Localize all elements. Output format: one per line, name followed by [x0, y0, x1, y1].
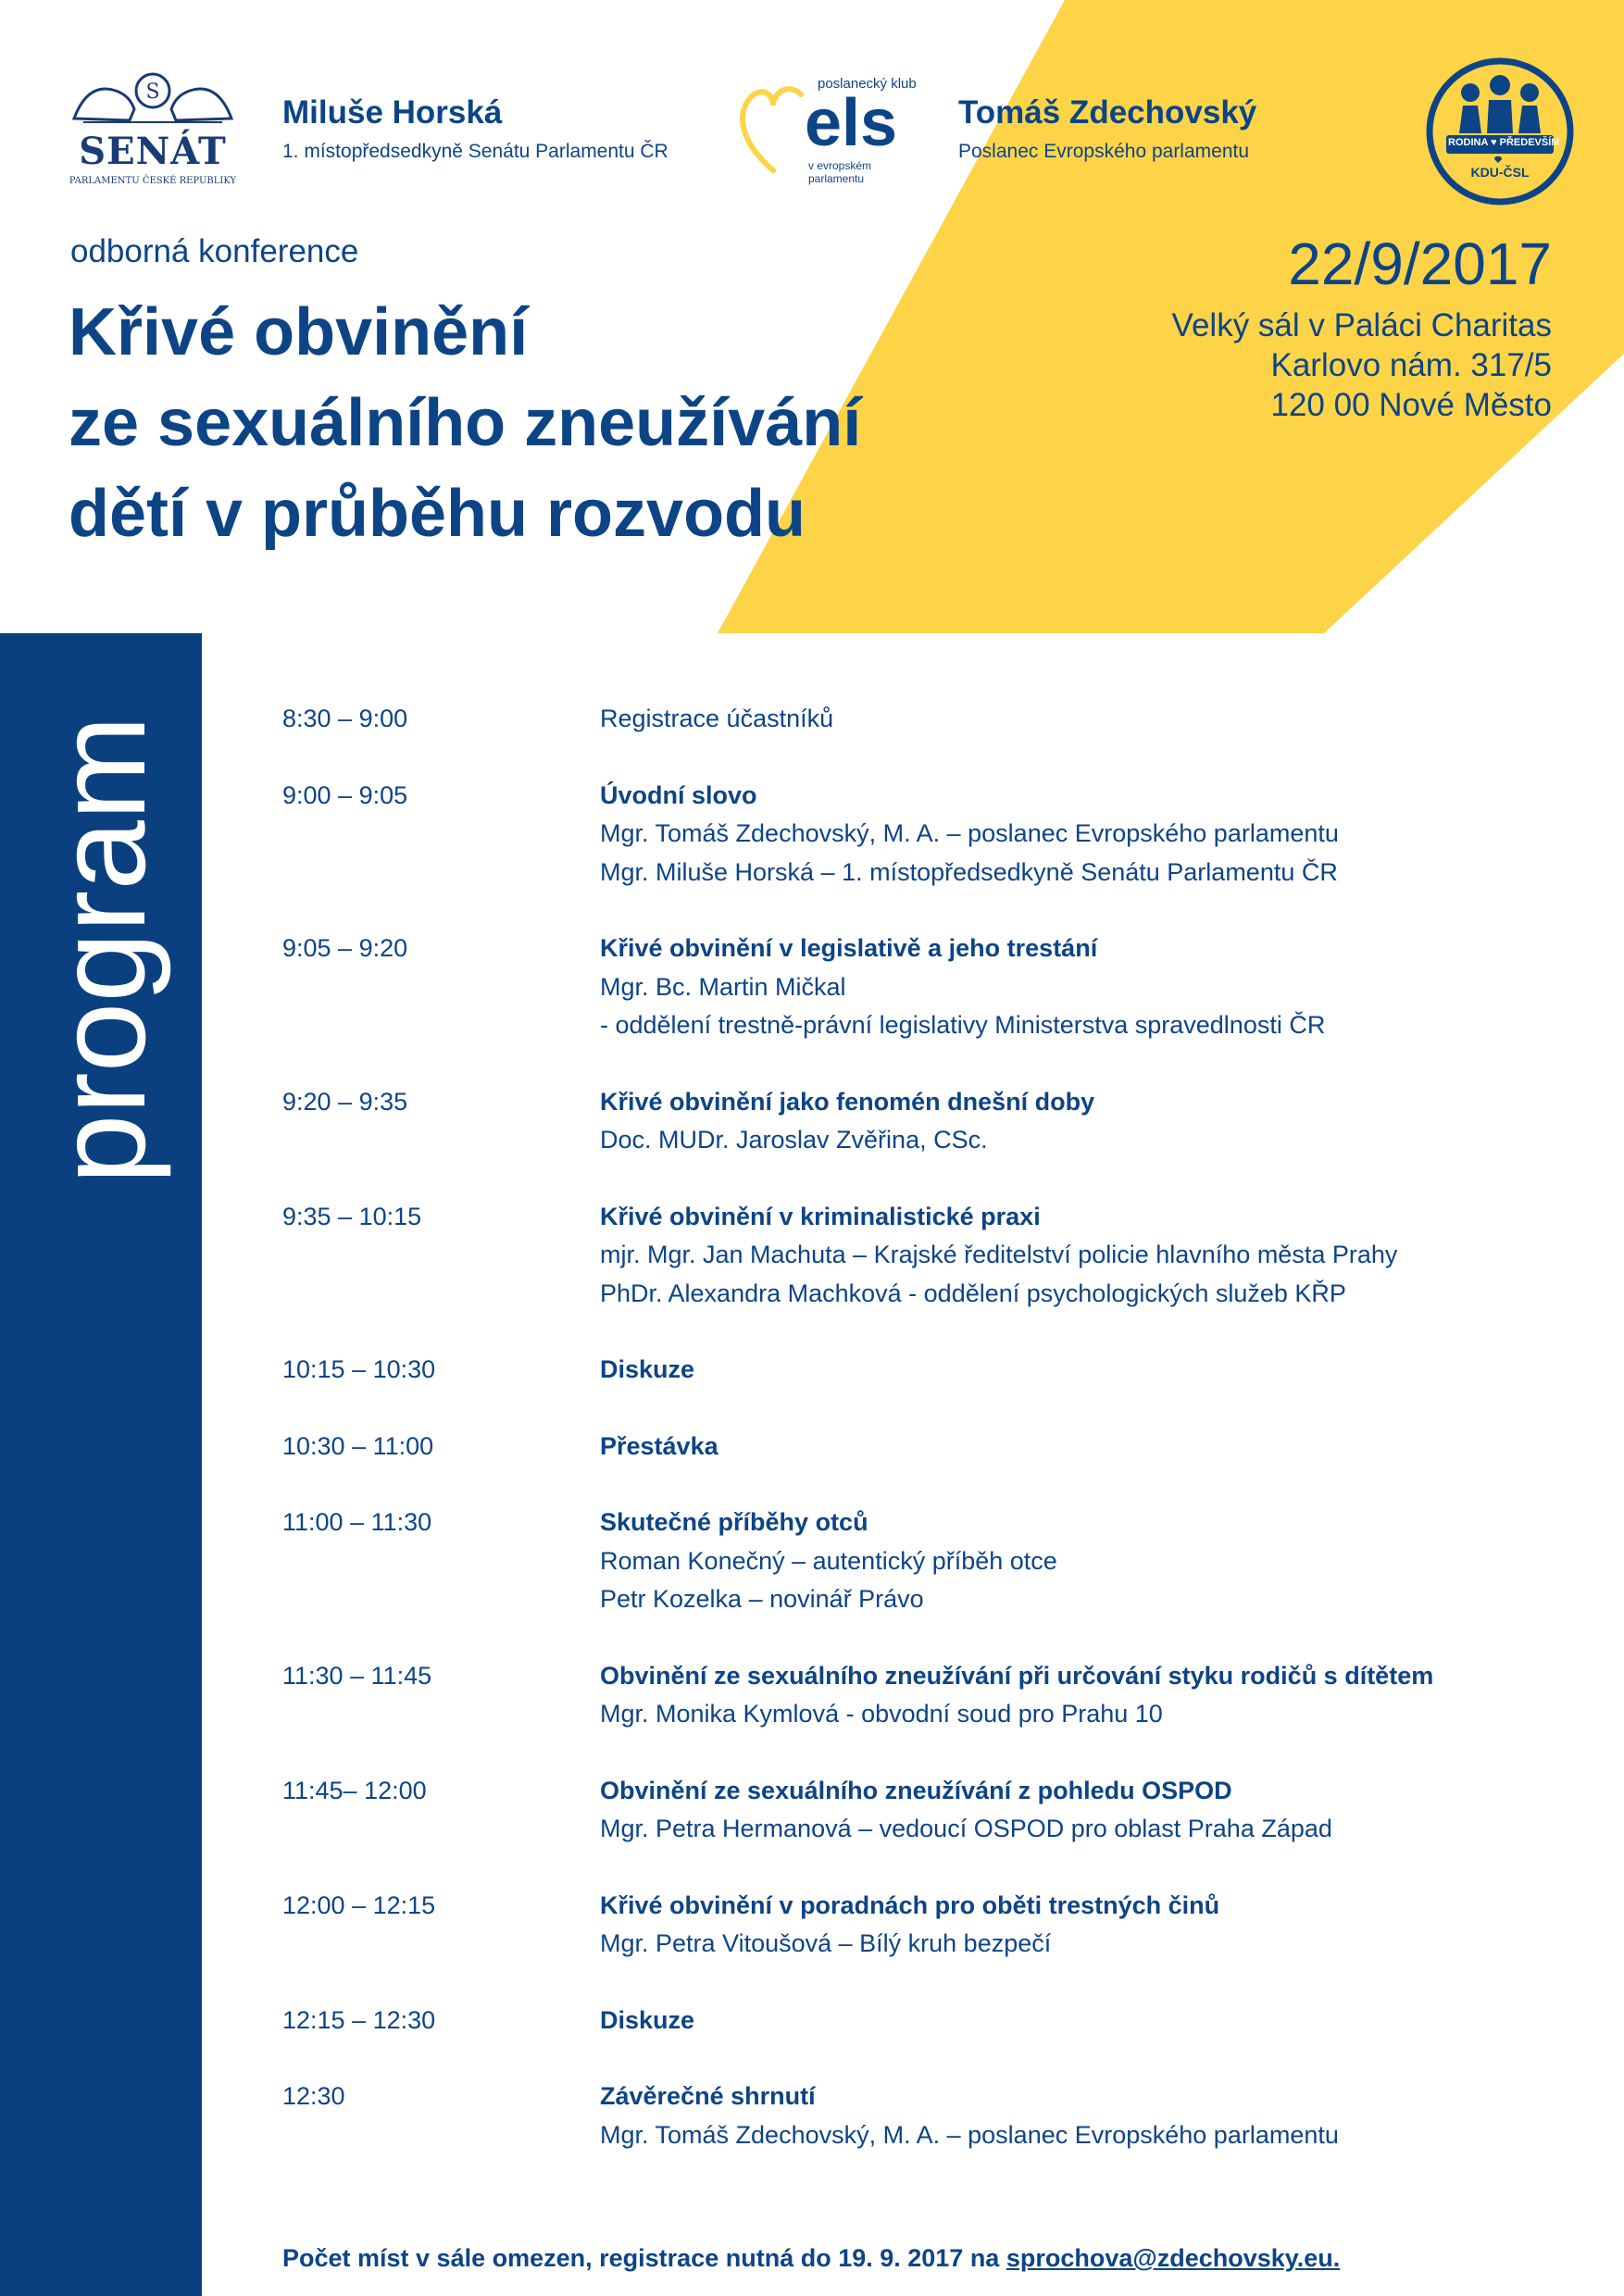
title-line: dětí v průběhu rozvodu	[69, 477, 806, 551]
agenda-time: 12:15 – 12:30	[282, 2005, 436, 2034]
horska-role: 1. místopředsedkyně Senátu Parlamentu ČR	[282, 141, 668, 162]
agenda-description	[600, 700, 1569, 739]
rodina-predevsim-badge	[1426, 57, 1574, 206]
agenda-topic: Křivé obvinění v kriminalistické praxi	[600, 1202, 1041, 1230]
family-icon	[1426, 57, 1574, 206]
agenda-description	[600, 1198, 1569, 1314]
agenda-time: 10:15 – 10:30	[282, 1355, 436, 1383]
agenda-topic: Křivé obvinění v legislativě a jeho trestání	[600, 934, 1098, 962]
agenda-topic: Obvinění ze sexuálního zneužívání z pohledu OSPOD	[600, 1776, 1232, 1804]
venue-line: Velký sál v Paláci Charitas	[1171, 307, 1552, 343]
registration-email-link[interactable]: sprochova@zdechovsky.eu.	[1006, 2244, 1341, 2272]
agenda-time: 9:35 – 10:15	[282, 1202, 422, 1230]
agenda-topic: Úvodní slovo	[600, 780, 757, 809]
rodina-top: RODINA	[1448, 137, 1488, 148]
agenda-time: 11:00 – 11:30	[282, 1508, 432, 1536]
agenda-speaker: Roman Konečný – autentický příběh otce	[600, 1546, 1057, 1575]
title-line: Křivé obvinění	[69, 295, 529, 369]
agenda-time: 9:20 – 9:35	[282, 1087, 408, 1116]
agenda-time: 12:00 – 12:15	[282, 1890, 436, 1919]
senat-wordmark: SENÁT	[79, 130, 227, 173]
agenda-topic: Diskuze	[600, 1355, 695, 1383]
agenda-row	[282, 1428, 1569, 1466]
agenda-description	[600, 2002, 1569, 2040]
agenda-speaker: Mgr. Tomáš Zdechovský, M. A. – poslanec Evropského parlamentu	[600, 819, 1339, 847]
agenda-row	[282, 1657, 1569, 1734]
agenda-time: 11:45– 12:00	[282, 1776, 427, 1804]
agenda-speaker: PhDr. Alexandra Machková - oddělení psychologických služeb KŘP	[600, 1279, 1346, 1307]
agenda-speaker: Mgr. Petra Vitoušová – Bílý kruh bezpečí	[600, 1929, 1052, 1957]
agenda-row	[282, 2002, 1569, 2040]
agenda-speaker: Mgr. Tomáš Zdechovský, M. A. – poslanec Evropského parlamentu	[600, 2120, 1339, 2149]
event-date: 22/9/2017	[1288, 231, 1552, 297]
agenda-topic: Křivé obvinění v poradnách pro oběti trestných činů	[600, 1890, 1220, 1919]
senat-logo	[65, 63, 241, 193]
agenda-speaker: Petr Kozelka – novinář Právo	[600, 1585, 924, 1613]
agenda-row	[282, 1504, 1569, 1619]
agenda-description	[600, 1351, 1569, 1390]
agenda-time: 11:30 – 11:45	[282, 1661, 432, 1690]
zdechovsky-role: Poslanec Evropského parlamentu	[958, 141, 1250, 162]
svg-text:S: S	[145, 81, 160, 104]
agenda-topic: Závěrečné shrnutí	[600, 2082, 816, 2110]
agenda-row	[282, 1083, 1569, 1160]
agenda-speaker: Mgr. Miluše Horská – 1. místopředsedkyně Senátu Parlamentu ČR	[600, 857, 1338, 886]
agenda-row	[282, 700, 1569, 739]
agenda-speaker: Mgr. Bc. Martin Mičkal	[600, 972, 846, 1001]
els-bottom-text: v evropském parlamentu	[808, 159, 872, 185]
agenda-description	[600, 1772, 1569, 1849]
agenda-description	[600, 930, 1569, 1045]
els-top-text: poslanecký klub	[818, 76, 917, 92]
agenda-time: 10:30 – 11:00	[282, 1431, 434, 1460]
kducsl-text: KDU-ČSL	[1470, 165, 1530, 180]
registration-text: Počet míst v sále omezen, registrace nutná do 19. 9. 2017 na	[282, 2244, 1006, 2272]
agenda-row	[282, 1351, 1569, 1390]
agenda-row	[282, 777, 1569, 892]
agenda-description	[600, 1428, 1569, 1466]
agenda-topic: Obvinění ze sexuálního zneužívání při určování styku rodičů s dítětem	[600, 1661, 1434, 1690]
agenda-speaker: mjr. Mgr. Jan Machuta – Krajské ředitelství policie hlavního města Prahy	[600, 1241, 1398, 1268]
program-label: program	[31, 715, 171, 1185]
agenda-description	[600, 1504, 1569, 1619]
venue-line: Karlovo nám. 317/5	[1270, 347, 1552, 383]
agenda-list	[282, 700, 1569, 2192]
conference-kicker: odborná konference	[70, 233, 359, 269]
venue-address	[1172, 306, 1552, 425]
els-wordmark: els	[805, 86, 898, 160]
horska-name: Miluše Horská	[282, 94, 503, 131]
agenda-description	[600, 1083, 1569, 1160]
zdechovsky-name: Tomáš Zdechovský	[958, 94, 1257, 131]
els-logo	[736, 67, 926, 185]
agenda-time: 8:30 – 9:00	[282, 705, 408, 732]
agenda-speaker: Mgr. Monika Kymlová - obvodní soud pro Prahu 10	[600, 1700, 1163, 1728]
agenda-row	[282, 2078, 1569, 2154]
horska-block	[282, 94, 668, 163]
page-title	[69, 287, 861, 559]
agenda-topic: Přestávka	[600, 1431, 718, 1460]
agenda-topic: Diskuze	[600, 2005, 695, 2034]
senat-subtitle: PARLAMENTU ČESKÉ REPUBLIKY	[69, 176, 237, 186]
agenda-row	[282, 1772, 1569, 1849]
heart-outline-icon	[736, 78, 810, 180]
agenda-speaker: Registrace účastníků	[600, 705, 834, 732]
rodina-text: RODINA ♥ PŘEDEVŠÍM	[1448, 137, 1560, 148]
agenda-description	[600, 1657, 1569, 1734]
agenda-row	[282, 1198, 1569, 1314]
agenda-speaker: - oddělení trestně-právní legislativy Ministerstva spravedlnosti ČR	[600, 1011, 1326, 1039]
agenda-row	[282, 930, 1569, 1045]
registration-note	[282, 2244, 1340, 2273]
agenda-topic: Skutečné příběhy otců	[600, 1508, 868, 1536]
zdechovsky-block	[958, 94, 1256, 163]
agenda-time: 9:00 – 9:05	[282, 780, 408, 809]
title-line: ze sexuálního zneužívání	[69, 386, 862, 460]
agenda-description	[600, 777, 1569, 892]
agenda-topic: Křivé obvinění jako fenomén dnešní doby	[600, 1087, 1095, 1116]
rodina-bottom: PŘEDEVŠÍM	[1499, 137, 1560, 148]
agenda-description	[600, 2078, 1569, 2154]
venue-line: 120 00 Nové Město	[1270, 387, 1552, 423]
lions-emblem-icon	[65, 63, 241, 128]
agenda-speaker: Doc. MUDr. Jaroslav Zvěřina, CSc.	[600, 1126, 988, 1154]
agenda-time: 9:05 – 9:20	[282, 934, 408, 962]
agenda-speaker: Mgr. Petra Hermanová – vedoucí OSPOD pro oblast Praha Západ	[600, 1815, 1332, 1842]
agenda-time: 12:30	[282, 2082, 345, 2110]
agenda-row	[282, 1887, 1569, 1964]
agenda-description	[600, 1887, 1569, 1964]
